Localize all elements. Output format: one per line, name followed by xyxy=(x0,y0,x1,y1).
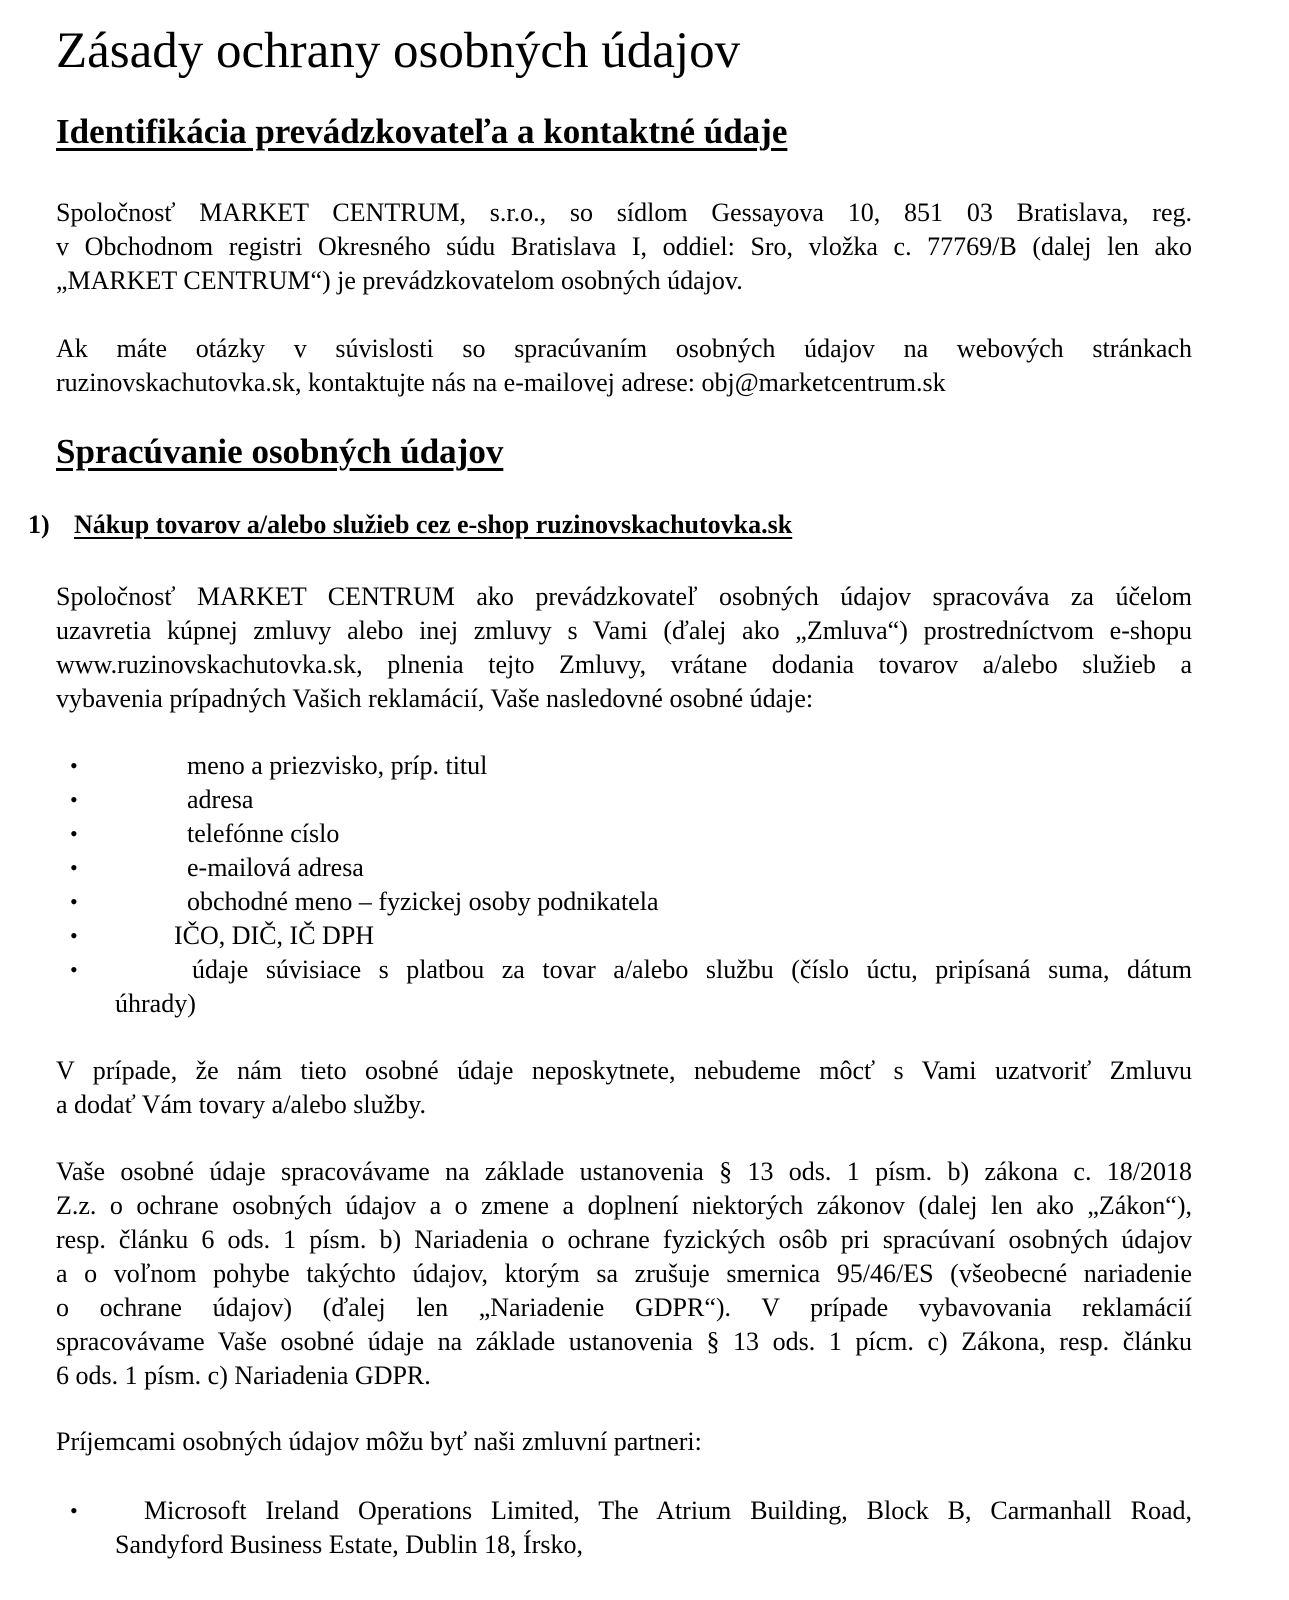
list-item-partner xyxy=(0,1494,1192,1562)
list-item-text: meno a priezvisko, príp. titul xyxy=(187,751,488,780)
text-line: ruzinovskachutovka.sk, kontaktujte nás na e-mailovej adrese: obj@marketcentrum.sk xyxy=(56,368,946,397)
text-line: a o voľnom pohybe takýchto údajov, ktorým sa zrušuje smernica 95/46/ES (všeobecné nariadenie xyxy=(56,1259,1192,1288)
text-line: v Obchodnom registri Okresného súdu Bratislava I, oddiel: Sro, vložka c. 77769/B (dalej len ako xyxy=(56,232,1192,261)
bullet-icon: • xyxy=(70,957,78,982)
bullet-icon: • xyxy=(70,923,78,948)
text-line: resp. článku 6 ods. 1 písm. b) Nariadenia o ochrane fyzických osôb pri spracúvaní osobných údajov xyxy=(56,1225,1192,1254)
section-heading-identification: Identifikácia prevádzkovateľa a kontaktné údaje xyxy=(56,112,788,151)
list-item-text: adresa xyxy=(187,785,254,814)
list-item-text: Microsoft Ireland Operations Limited, The Atrium Building, Block B, Carmanhall Road, xyxy=(144,1496,1192,1525)
list-item-text: e-mailová adresa xyxy=(187,853,364,882)
paragraph-contact xyxy=(56,332,1192,400)
bullet-icon: • xyxy=(70,787,78,812)
list-item-payment xyxy=(0,953,1192,1021)
list-item-text: telefónne císlo xyxy=(187,819,340,848)
subsection-heading-eshop xyxy=(28,510,792,540)
text-line: uzavretia kúpnej zmluvy alebo inej zmluvy s Vami (ďalej ako „Zmluva“) prostredníctvom e-shopu xyxy=(56,616,1192,645)
paragraph-recipients: Príjemcami osobných údajov môžu byť naši zmluvní partneri: xyxy=(56,1427,702,1456)
text-line: a dodať Vám tovary a/alebo služby. xyxy=(56,1090,426,1119)
bullet-icon: • xyxy=(70,889,78,914)
paragraph-legal-basis xyxy=(56,1155,1192,1393)
subsection-number: 1) xyxy=(28,510,50,539)
list-item-text: IČO, DIČ, IČ DPH xyxy=(174,921,375,950)
list-item-text: Sandyford Business Estate, Dublin 18, Írsko, xyxy=(115,1530,583,1559)
paragraph-consequence xyxy=(56,1054,1192,1122)
text-line: „MARKET CENTRUM“) je prevádzkovatelom osobných údajov. xyxy=(56,266,743,295)
text-line: Vaše osobné údaje spracovávame na základe ustanovenia § 13 ods. 1 písm. b) zákona c. 18/2018 xyxy=(56,1157,1192,1186)
list-item-text: údaje súvisiace s platbou za tovar a/alebo službu (číslo úctu, pripísaná suma, dátum xyxy=(192,955,1192,984)
text-line: Spoločnosť MARKET CENTRUM ako prevádzkovateľ osobných údajov spracováva za účelom xyxy=(56,582,1192,611)
text-line: V prípade, že nám tieto osobné údaje neposkytnete, nebudeme môcť s Vami uzatvoriť Zmluvu xyxy=(56,1056,1192,1085)
list-item-text: úhrady) xyxy=(115,989,196,1018)
section-heading-processing: Spracúvanie osobných údajov xyxy=(56,432,504,471)
text-line: Z.z. o ochrane osobných údajov a o zmene a doplnení niektorých zákonov (dalej len ako „Zákon“), xyxy=(56,1191,1192,1220)
bullet-icon: • xyxy=(70,1498,78,1523)
text-line: Spoločnosť MARKET CENTRUM, s.r.o., so sídlom Gessayova 10, 851 03 Bratislava, reg. xyxy=(56,198,1192,227)
paragraph-eshop-purpose xyxy=(56,580,1192,716)
text-line: spracovávame Vaše osobné údaje na základe ustanovenia § 13 ods. 1 pícm. c) Zákona, resp. článku xyxy=(56,1327,1192,1356)
subsection-title: Nákup tovarov a/alebo služieb cez e-shop ruzinovskachutovka.sk xyxy=(74,510,793,539)
bullet-icon: • xyxy=(70,753,78,778)
text-line: Ak máte otázky v súvislosti so spracúvaním osobných údajov na webových stránkach xyxy=(56,334,1192,363)
text-line: o ochrane údajov) (ďalej len „Nariadenie GDPR“). V prípade vybavovania reklamácií xyxy=(56,1293,1192,1322)
text-line: 6 ods. 1 písm. c) Nariadenia GDPR. xyxy=(56,1361,431,1390)
text-line: vybavenia prípadných Vašich reklamácií, Vaše nasledovné osobné údaje: xyxy=(56,684,814,713)
paragraph-operator-identification xyxy=(56,196,1192,298)
bullet-icon: • xyxy=(70,821,78,846)
document-title: Zásady ochrany osobných údajov xyxy=(56,23,741,79)
bullet-icon: • xyxy=(70,855,78,880)
text-line: www.ruzinovskachutovka.sk, plnenia tejto Zmluvy, vrátane dodania tovarov a/alebo služieb a xyxy=(56,650,1192,679)
list-item-text: obchodné meno – fyzickej osoby podnikatela xyxy=(187,887,659,916)
